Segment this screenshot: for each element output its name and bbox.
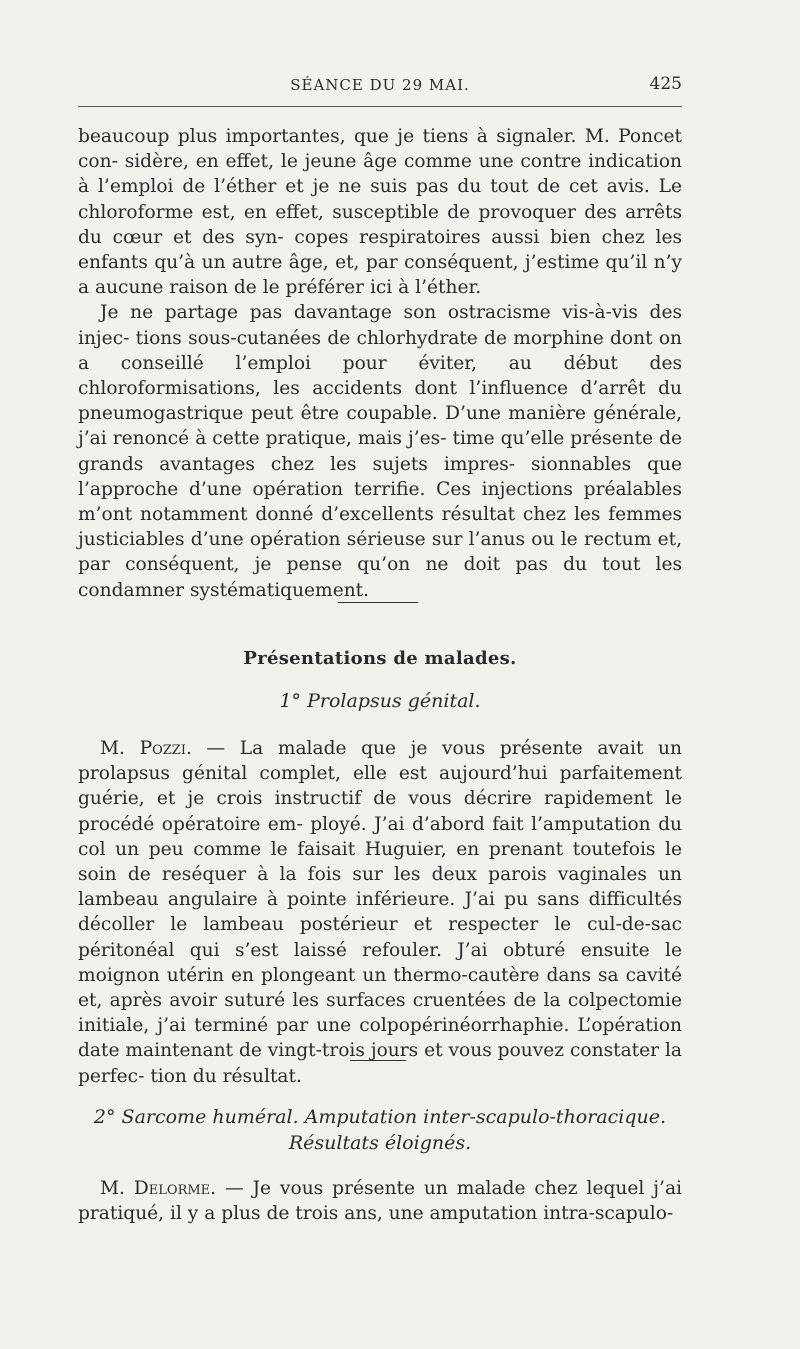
text-line: l’emploi pour éviter, au début des chloroformisations, les accidents: [78, 352, 682, 400]
text-line: J’ai pu sans difficultés décoller le lambeau postérieur et respecter: [78, 889, 682, 936]
text-line: tion du résultat.: [150, 1065, 302, 1087]
text-line: et, par conséquent, j’estime qu’il n’y a aucune raison de le préférer: [78, 252, 682, 299]
case-title-prolapsus: 1° Prolapsus génital.: [279, 690, 481, 712]
case-title-line: 2° Sarcome huméral. Amputation inter-scapulo-thoracique.: [93, 1106, 667, 1128]
separator-rule: [338, 602, 418, 603]
text-line: de l’éther et je ne suis pas du tout de cet avis. Le chloroforme est,: [78, 176, 682, 223]
header-rule: [78, 106, 682, 107]
speaker-name: M. Pozzi.: [100, 738, 192, 759]
text-line: pratiqué, il y a plus de trois ans, une amputation intra-scapulo-: [78, 1203, 674, 1225]
text-line: sionnables que l’approche d’une opération terrifie. Ces injections: [78, 453, 682, 500]
text-line: beaucoup plus importantes, que je tiens à signaler. M. Poncet con-: [78, 126, 682, 173]
text-line: le moignon utérin en plongeant un thermo-cautère dans sa cavité: [78, 939, 682, 986]
body-text-block-2: [78, 736, 682, 1089]
text-line: Je ne partage pas davantage son ostracisme vis-à-vis des injec-: [78, 302, 682, 349]
speaker-name: M. Delorme.: [100, 1178, 217, 1199]
running-title: SÉANCE DU 29 MAI.: [290, 76, 470, 94]
text-line: et, après avoir suturé les surfaces cruentées de la colpectomie: [78, 990, 682, 1012]
case-title-line: Résultats éloignés.: [288, 1132, 472, 1154]
body-text-block-3: [78, 1176, 682, 1226]
text-line: initiale, j’ai terminé par une colpopérinéorrhaphie. L’opération date: [78, 1015, 682, 1062]
text-line: ployé. J’ai d’abord fait l’amputation du col un peu comme le faisait: [78, 813, 682, 860]
paragraph-pozzi: [78, 736, 682, 1089]
paragraph-injections: [78, 300, 682, 602]
case-title-sarcome: [78, 1104, 682, 1156]
text-line: le cul-de-sac péritonéal qui s’est laissé refouler. J’ai obturé ensuite: [78, 914, 682, 961]
text-line: Huguier, en prenant toutefois le soin de reséquer à la fois sur les: [78, 838, 682, 886]
text-line: ici à l’éther.: [369, 277, 482, 299]
section-title: Présentations de malades.: [243, 648, 517, 669]
separator-rule: [350, 1060, 406, 1061]
paragraph-delorme: [78, 1176, 682, 1226]
text-line: D’une manière générale, j’ai renoncé à cette pratique, mais j’es-: [78, 403, 682, 450]
page-number: 425: [649, 74, 682, 94]
first-line-text: — La malade que je vous présente avait un prolapsus: [78, 738, 683, 785]
text-line: rectum et, par conséquent, je pense qu’on ne doit pas du tout les: [78, 529, 682, 576]
running-head: [78, 74, 682, 100]
text-line: instructif de vous décrire rapidement le procédé opératoire em-: [78, 788, 682, 835]
text-line: time qu’elle présente de grands avantages chez les sujets impres-: [78, 428, 682, 475]
text-line: sidère, en effet, le jeune âge comme une contre indication à l’emploi: [78, 151, 682, 198]
text-line: tions sous-cutanées de chlorhydrate de morphine dont on a conseillé: [78, 327, 682, 374]
text-line: génital complet, elle est aujourd’hui parfaitement guérie, et je crois: [78, 763, 682, 810]
body-text-block-1: [78, 124, 682, 603]
text-line: maintenant de vingt-trois jours et vous pouvez constater la perfec-: [78, 1040, 682, 1087]
text-line: femmes justiciables d’une opération sérieuse sur l’anus ou le: [78, 504, 682, 551]
first-line-text: — Je vous présente un malade chez lequel j’ai: [216, 1178, 682, 1199]
text-line: préalables m’ont notamment donné d’excellents résultat chez les: [78, 478, 682, 526]
text-line: copes respiratoires aussi bien chez les enfants qu’à un autre âge,: [78, 226, 682, 274]
text-line: condamner systématiquement.: [78, 579, 370, 601]
text-line: dont l’influence d’arrêt du pneumogastrique peut être coupable.: [78, 378, 682, 425]
text-line: deux parois vaginales un lambeau angulaire à pointe inférieure.: [78, 864, 682, 911]
text-line: en effet, susceptible de provoquer des arrêts du cœur et des syn-: [78, 201, 682, 248]
paragraph-continued: [78, 124, 682, 300]
